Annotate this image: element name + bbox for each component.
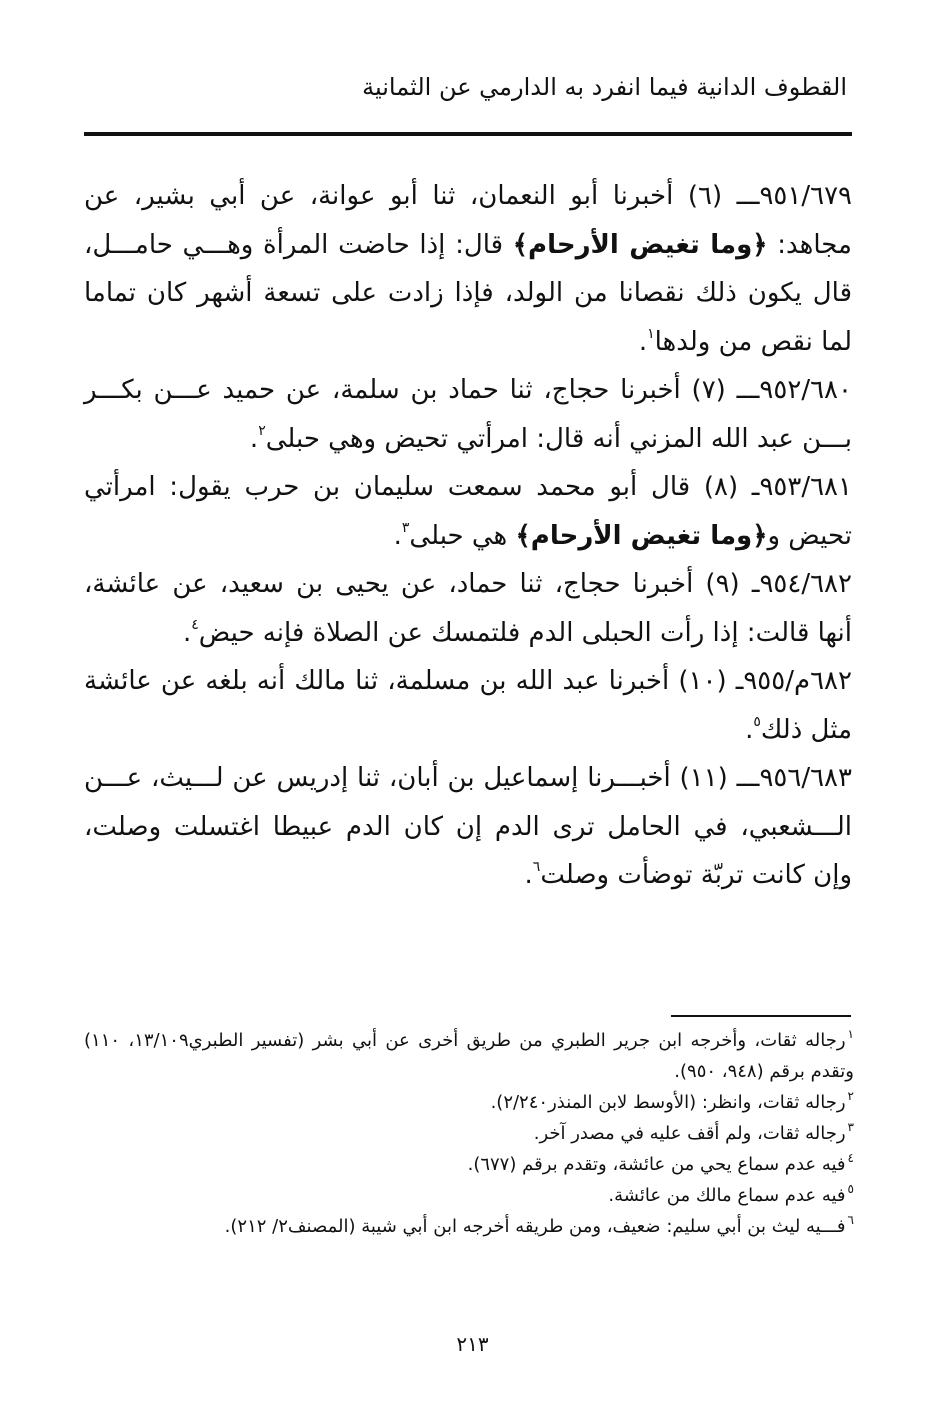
footnote-item <box>84 1118 854 1149</box>
footnote-marker: ٣ <box>401 519 410 536</box>
footnotes-section <box>84 1025 854 1242</box>
footnote-text: رجاله ثقات، وأخرجه ابن جرير الطبري من طريق أخرى عن أبي بشر (تفسير الطبري١٣/١٠٩، ١١٠) وتقدم برقم (٩٤٨، ٩٥٠). <box>84 1030 854 1082</box>
quran-quote: ﴿وما تغيض الأرحام﴾ <box>515 520 768 551</box>
hadith-entry <box>84 366 852 463</box>
running-header: القطوف الدانية فيما انفرد به الدارمي عن الثمانية <box>362 73 847 101</box>
footnote-number: ٥ <box>847 1182 854 1196</box>
entry-text: ٩٥٣/٦٨١ـ (٨) قال أبو محمد سمعت سليمان بن حرب يقول: امرأتي تحيض و <box>84 472 852 551</box>
entry-text: ٩٥١/٦٧٩ـــ (٦) أخبرنا أبو النعمان، ثنا أبو عوانة، عن أبي بشير، عن مجاهد: <box>84 181 853 260</box>
footnote-item <box>84 1087 854 1118</box>
entry-text: . <box>524 860 533 890</box>
hadith-entry <box>84 754 852 900</box>
footnote-separator <box>671 1015 851 1017</box>
footnote-text: رجاله ثقات، وانظر: (الأوسط لابن المنذر٢/٢٤٠). <box>490 1092 846 1113</box>
footnote-item <box>84 1180 854 1211</box>
footnote-marker: ٤ <box>191 616 199 633</box>
footnote-number: ٢ <box>847 1089 854 1103</box>
entry-text: ٩٥٦/٦٨٣ـــ (١١) أخبـــرنا إسماعيل بن أبان، ثنا إدريس عن لـــيث، عـــن الـــشعبي، في الحامل ترى الدم إن كان الدم عبيطا اغتسلت وصلت، وإن كانت تربّة توضأت وصلت <box>84 763 852 890</box>
entry-text: ٩٥٤/٦٨٢ـ (٩) أخبرنا حجاج، ثنا حماد، عن يحيى بن سعيد، عن عائشة، أنها قالت: إذا رأت الحبلى الدم فلتمسك عن الصلاة فإنه حيض <box>84 569 852 648</box>
footnote-number: ٤ <box>847 1151 854 1165</box>
hadith-entry <box>84 560 852 657</box>
footnote-item <box>84 1211 854 1242</box>
footnote-marker: ٦ <box>532 859 541 875</box>
entry-text: . <box>638 326 648 357</box>
entry-text: هي حبلى <box>409 520 516 551</box>
entry-text: قال: إذا حاضت المرأة وهـــي حامـــل، قال يكون ذلك نقصانا من الولد، فإذا زادت على تسعة أشهر كان تماما لما نقص من ولدها <box>84 229 852 357</box>
entry-text: . <box>249 423 259 454</box>
entry-text: . <box>745 714 754 745</box>
footnote-number: ١ <box>847 1027 854 1041</box>
footnote-number: ٦ <box>847 1213 854 1227</box>
header-rule <box>84 132 852 136</box>
footnote-marker: ١ <box>647 325 655 342</box>
entry-text: . <box>182 617 192 648</box>
entry-text: ٩٥٢/٦٨٠ـــ (٧) أخبرنا حجاج، ثنا حماد بن سلمة، عن حميد عـــن بكـــر بـــن عبد الله المزني أنه قال: امرأتي تحيض وهي حبلى <box>84 375 852 454</box>
footnote-text: فيه عدم سماع مالك من عائشة. <box>608 1185 846 1206</box>
footnote-text: فيه عدم سماع يحي من عائشة، وتقدم برقم (٦٧٧). <box>467 1154 846 1175</box>
footnote-number: ٣ <box>847 1120 854 1134</box>
footnote-marker: ٥ <box>753 713 761 730</box>
page-number: ٢١٣ <box>456 1332 489 1356</box>
footnote-text: رجاله ثقات، ولم أقف عليه في مصدر آخر. <box>533 1123 846 1144</box>
footnote-marker: ٢ <box>258 422 266 439</box>
hadith-entry <box>84 657 852 754</box>
footnote-item <box>84 1149 854 1180</box>
quran-quote: ﴿وما تغيض الأرحام﴾ <box>512 229 768 260</box>
footnote-text: فـــيه ليث بن أبي سليم: ضعيف، ومن طريقه أخرجه ابن أبي شيبة (المصنف٢/ ٢١٢). <box>224 1216 846 1237</box>
main-text <box>84 172 852 900</box>
entry-text: . <box>393 520 402 551</box>
entry-text: ٦٨٢م/٩٥٥ـ (١٠) أخبرنا عبد الله بن مسلمة، ثنا مالك أنه بلغه عن عائشة مثل ذلك <box>84 666 852 745</box>
hadith-entry <box>84 172 852 366</box>
hadith-entry <box>84 463 852 560</box>
footnote-item <box>84 1025 854 1087</box>
